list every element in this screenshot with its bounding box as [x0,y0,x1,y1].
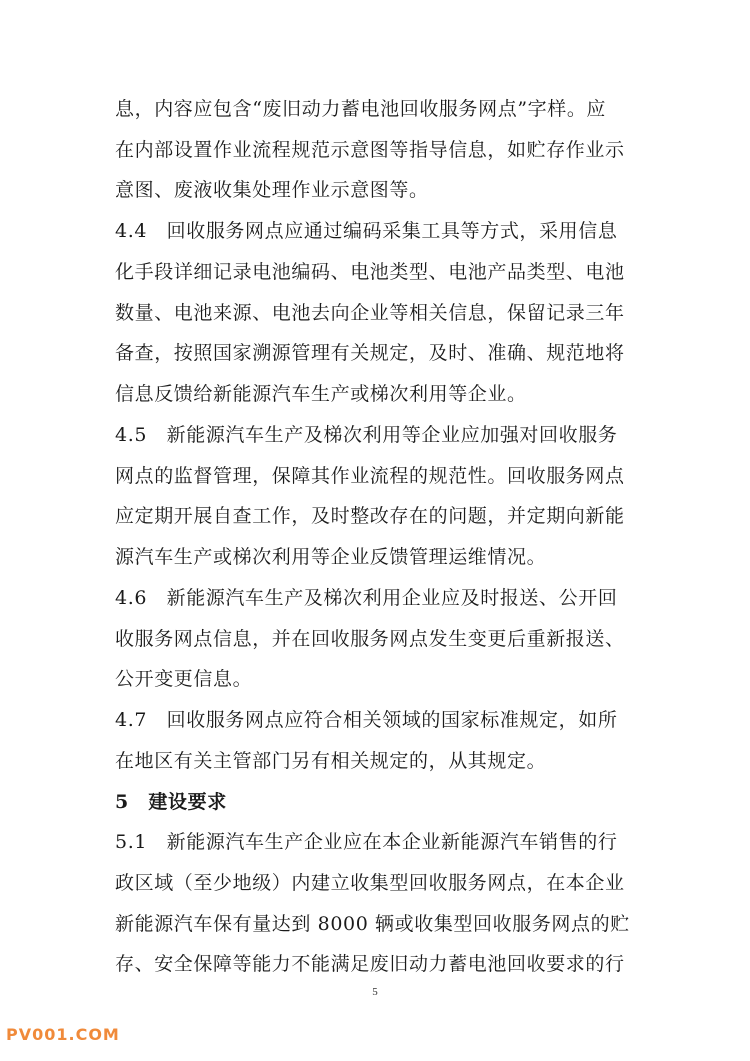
body-text-line: 息，内容应包含“废旧动力蓄电池回收服务网点”字样。应 [115,98,607,120]
body-text-line: 收服务网点信息，并在回收服务网点发生变更后重新报送、 [115,628,625,650]
clause-4-4-text: 4.4 回收服务网点应通过编码采集工具等方式，采用信息 [115,220,618,242]
watermark-logo: PV001.COM [6,1025,120,1044]
body-text-line: 在内部设置作业流程规范示意图等指导信息，如贮存作业示 [115,139,625,161]
body-text-line: 信息反馈给新能源汽车生产或梯次利用等企业。 [115,383,527,405]
body-text-line: 数量、电池来源、电池去向企业等相关信息，保留记录三年 [115,302,625,324]
body-text-line: 源汽车生产或梯次利用等企业反馈管理运维情况。 [115,546,547,568]
section-5-heading: 5 建设要求 [115,791,227,813]
clause-5-1-text: 5.1 新能源汽车生产企业应在本企业新能源汽车销售的行 [115,831,618,853]
body-text-line: 备查，按照国家溯源管理有关规定，及时、准确、规范地将 [115,342,625,364]
body-text-line: 应定期开展自查工作，及时整改存在的问题，并定期向新能 [115,505,625,527]
clause-4-7-text: 4.7 回收服务网点应符合相关领域的国家标准规定，如所 [115,709,618,731]
body-text-line: 存、安全保障等能力不能满足废旧动力蓄电池回收要求的行 [115,953,625,975]
body-text-line: 意图、废液收集处理作业示意图等。 [115,179,429,201]
clause-4-5-text: 4.5 新能源汽车生产及梯次利用等企业应加强对回收服务 [115,424,618,446]
body-text-line: 新能源汽车保有量达到 8000 辆或收集型回收服务网点的贮 [115,913,630,935]
body-text-line: 在地区有关主管部门另有相关规定的，从其规定。 [115,750,547,772]
body-text-line: 网点的监督管理，保障其作业流程的规范性。回收服务网点 [115,465,625,487]
body-text-line: 政区域（至少地级）内建立收集型回收服务网点，在本企业 [115,872,625,894]
clause-4-6-text: 4.6 新能源汽车生产及梯次利用企业应及时报送、公开回 [115,587,618,609]
body-text-line: 公开变更信息。 [115,668,253,690]
page-number: 5 [372,986,378,998]
body-text-line: 化手段详细记录电池编码、电池类型、电池产品类型、电池 [115,261,625,283]
